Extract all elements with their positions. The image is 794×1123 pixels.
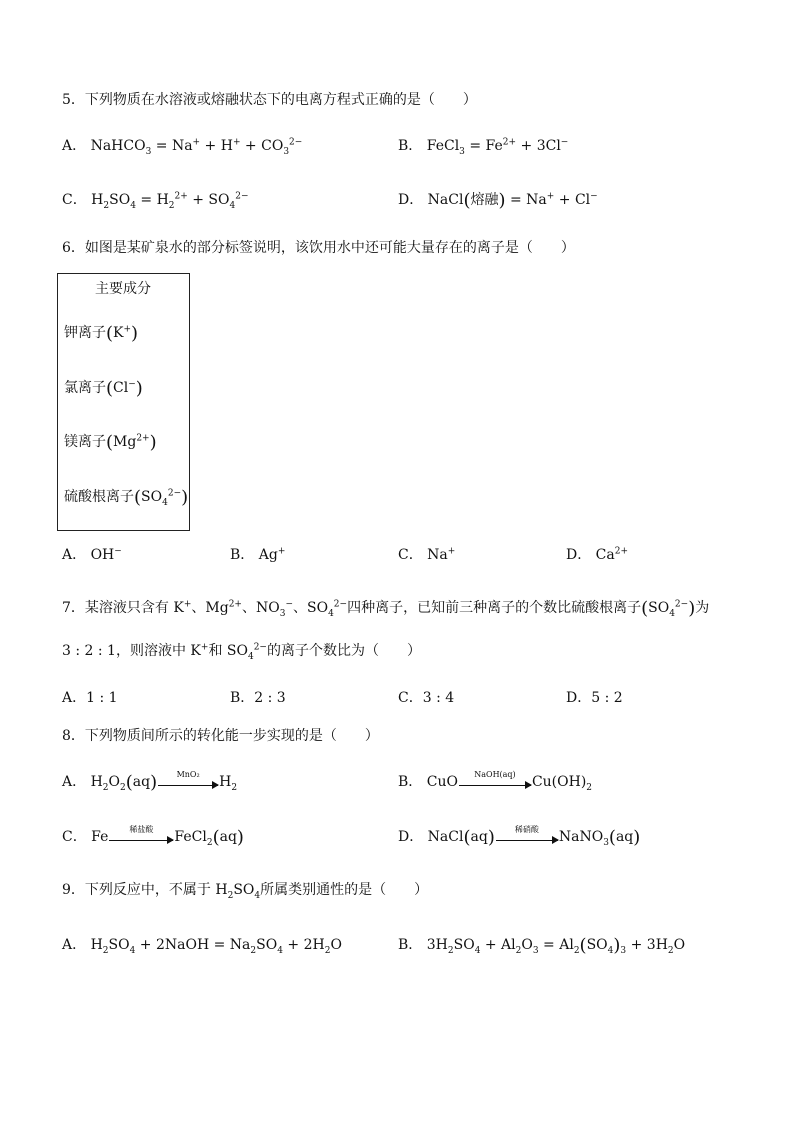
option-label: A． bbox=[62, 138, 87, 154]
reaction-arrow bbox=[158, 769, 218, 783]
q6-option-a: A． OH− bbox=[62, 546, 122, 563]
q8-option-a: A． $H_2O_2(aq)$ MnO₂ $H_2$ bbox=[62, 769, 238, 793]
q9-option-b: B． $3H_2SO_4 + Al_2O_3 = Al_2(SO_4)_3 + 3H_2O$ bbox=[398, 935, 686, 956]
q6-stem: 6．如图是某矿泉水的部分标签说明，该饮用水中还可能大量存在的离子是（ ） bbox=[62, 240, 575, 256]
option-label: D． bbox=[398, 192, 424, 208]
arrow-condition: 稀硝酸 bbox=[514, 824, 539, 834]
box-title: 主要成分 bbox=[95, 281, 151, 297]
box-row-magnesium: 镁离子$(Mg^{2+})$ bbox=[64, 432, 157, 453]
box-row-chloride: 氯离子(Cl−) bbox=[64, 378, 143, 399]
q7-option-d: D．5 : 2 bbox=[566, 690, 623, 706]
q7-stem-line2: 3 : 2 : 1，则溶液中 K+和 $SO_4^{2-}$的离子个数比为（ ） bbox=[62, 642, 421, 662]
reaction-arrow bbox=[459, 769, 531, 783]
q7-option-c: C．3 : 4 bbox=[398, 690, 455, 706]
q7-option-a: A．1 : 1 bbox=[62, 690, 118, 706]
reaction-arrow bbox=[496, 824, 558, 838]
q7-option-b: B．2 : 3 bbox=[230, 690, 286, 706]
q5-option-d: D． NaCl(熔融) = Na+ + Cl− bbox=[398, 190, 598, 211]
q5-option-a: A． NaHCO$_3$ = $Na^+ + H^+ + CO_3^{2-}$ bbox=[62, 137, 303, 157]
q8-option-b: B． CuO NaOH(aq) $Cu(OH)_2$ bbox=[398, 769, 593, 793]
option-label: B． bbox=[398, 138, 423, 154]
box-row-sulfate: 硫酸根离子$(SO_4^{2-})$ bbox=[64, 487, 189, 508]
q7-stem-line1: 7．某溶液只含有 K+、$Mg^{2+}$、$NO_3^-$、$SO_4^{2-}$四种离子，已知前三种离子的个数比硫酸根离子$(SO_4^{2-})$为 bbox=[62, 598, 710, 619]
q6-option-d: D． $Ca^{2+}$ bbox=[566, 546, 629, 563]
q6-option-c: C． Na+ bbox=[398, 546, 456, 563]
q8-option-c: C． Fe 稀盐酸 FeCl$_2$(aq) bbox=[62, 824, 244, 848]
q5-option-c: C． $H_2SO_4 = H_2^{2+} + SO_4^{2-}$ bbox=[62, 191, 249, 211]
arrow-condition: MnO₂ bbox=[176, 769, 200, 779]
arrow-condition: NaOH(aq) bbox=[474, 769, 516, 779]
q9-option-a: A． $H_2SO_4$ + 2NaOH = $Na_2SO_4 + 2H_2O$ bbox=[62, 937, 342, 956]
q9-stem: 9．下列反应中，不属于 $H_2SO_4$所属类别通性的是（ ） bbox=[62, 882, 429, 901]
q5-stem: 5．下列物质在水溶液或熔融状态下的电离方程式正确的是（ ） bbox=[62, 92, 477, 108]
q5-option-b: B． FeCl$_3$ = $Fe^{2+} + 3Cl^-$ bbox=[398, 137, 569, 157]
box-row-potassium: 钾离子(K+) bbox=[64, 323, 139, 344]
arrow-condition: 稀盐酸 bbox=[129, 824, 154, 834]
q8-option-d: D． NaCl(aq) 稀硝酸 NaNO$_3$(aq) bbox=[398, 824, 641, 848]
q8-stem: 8．下列物质间所示的转化能一步实现的是（ ） bbox=[62, 728, 379, 744]
option-label: C． bbox=[62, 192, 87, 208]
q6-option-b: B． Ag+ bbox=[230, 546, 286, 563]
reaction-arrow bbox=[109, 824, 173, 838]
melt-label: 熔融 bbox=[470, 192, 499, 208]
mineral-water-label-box bbox=[57, 273, 190, 531]
